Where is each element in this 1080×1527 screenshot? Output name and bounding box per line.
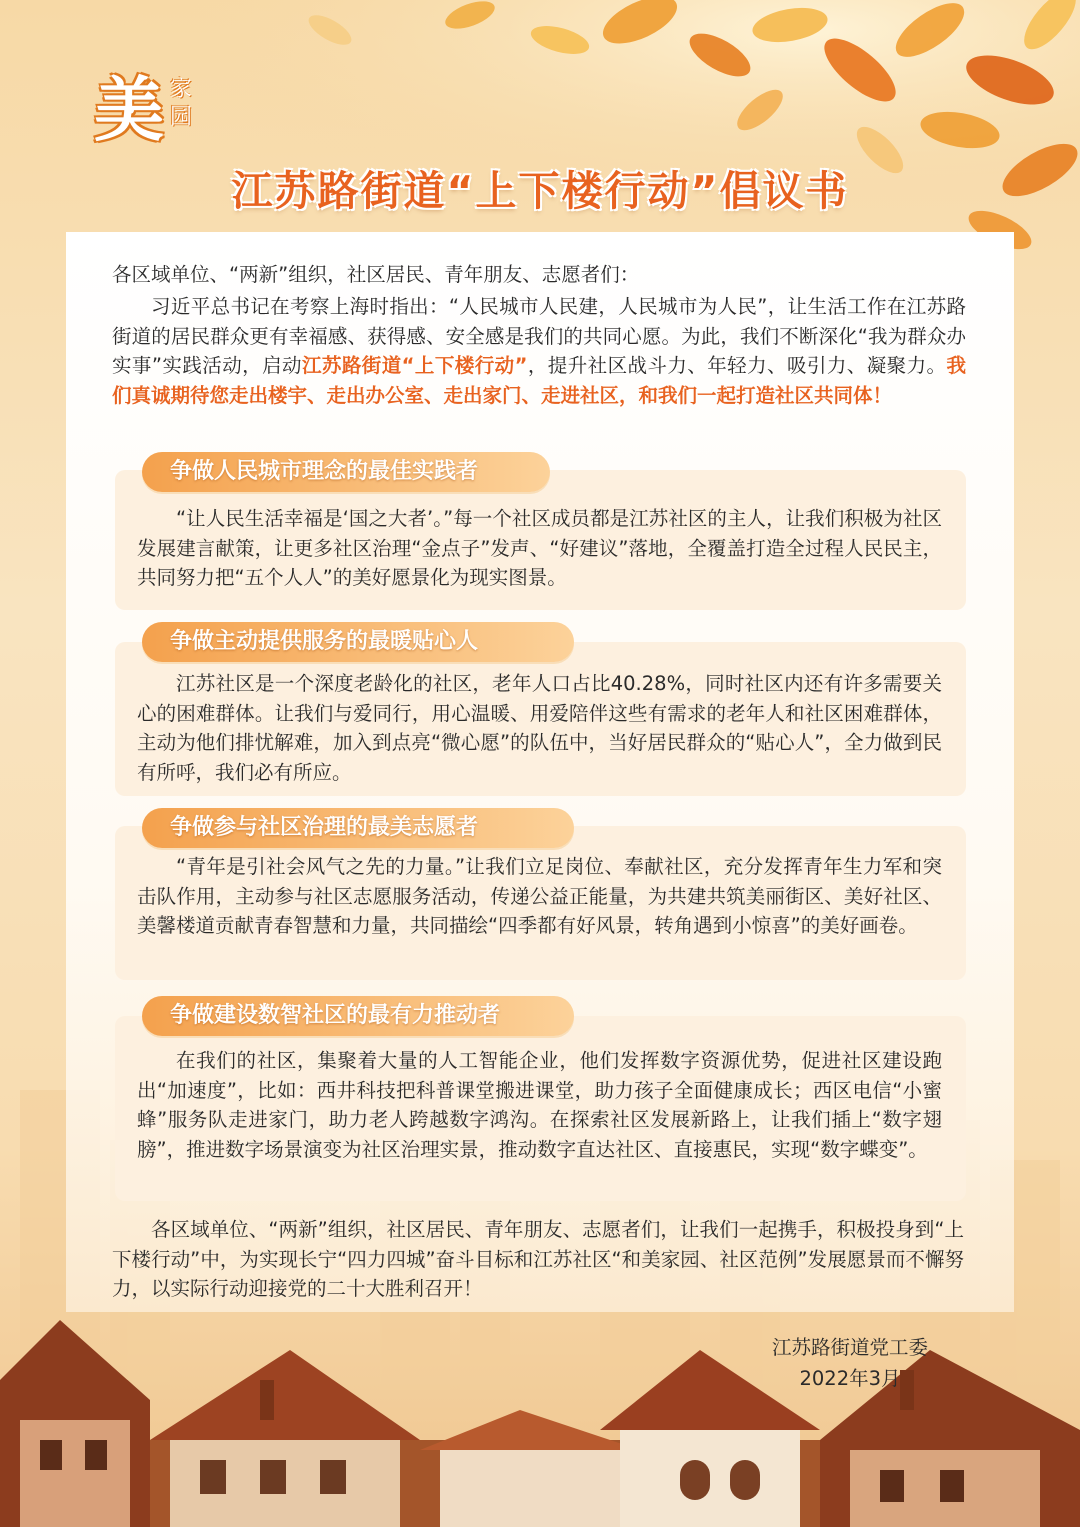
section-box-2 (115, 642, 966, 796)
logo-sub-chars: 家园 (170, 77, 193, 130)
section-title-1: 争做人民城市理念的最佳实践者 (142, 452, 550, 492)
section-title-2: 争做主动提供服务的最暖贴心人 (142, 622, 574, 662)
page-title: 江苏路街道“上下楼行动”倡议书 (231, 167, 849, 215)
greeting: 各区域单位、“两新”组织，社区居民、青年朋友、志愿者们： (112, 263, 640, 286)
section-body-2: 江苏社区是一个深度老龄化的社区，老年人口占比40.28%，同时社区内还有许多需要关心的困难群体。让我们与爱同行，用心温暖、用爱陪伴这些有需求的老年人和社区困难群体，主动为他们排忧解难，加入到点亮“微心愿”的队伍中，当好居民群众的“贴心人”，全力做到民有所呼，我们必有所应。 (137, 672, 942, 784)
section-box-4 (115, 1016, 966, 1201)
intro-text-2: ，提升社区战斗力、年轻力、吸引力、凝聚力。 (527, 354, 947, 377)
section-box-3 (115, 826, 966, 980)
section-body-1: “让人民生活幸福是‘国之大者’。”每一个社区成员都是江苏社区的主人，让我们积极为社区发展建言献策，让更多社区治理“金点子”发声、“好建议”落地，全覆盖打造全过程人民民主，共同努力把“五个人人”的美好愿景化为现实图景。 (137, 507, 942, 589)
closing-paragraph: 各区域单位、“两新”组织，社区居民、青年朋友、志愿者们，让我们一起携手，积极投身到“上下楼行动”中，为实现长宁“四力四城”奋斗目标和江苏社区“和美家园、社区范例”发展愿景而不懈努力，以实际行动迎接党的二十大胜利召开！ (112, 1218, 964, 1300)
intro-paragraph (112, 292, 966, 410)
section-body-4: 在我们的社区，集聚着大量的人工智能企业，他们发挥数字资源优势，促进社区建设跑出“加速度”，比如：西井科技把科普课堂搬进课堂，助力孩子全面健康成长；西区电信“小蜜蜂”服务队走进家门，助力老人跨越数字鸿沟。在探索社区发展新路上，让我们插上“数字翅膀”，推进数字场景演变为社区治理实景，推动数字直达社区、直接惠民，实现“数字蝶变”。 (137, 1049, 942, 1161)
logo (90, 62, 200, 162)
section-title-3: 争做参与社区治理的最美志愿者 (142, 808, 574, 848)
section-title-4: 争做建设数智社区的最有力推动者 (142, 996, 574, 1036)
intro-text-1: 习近平总书记在考察上海时指出：“人民城市人民建，人民城市为人民”，让生活工作在江苏路街道的居民群众更有幸福感、获得感、安全感是我们的共同心愿。为此，我们不断深化“我为群众办实事”实践活动，启动 (112, 295, 966, 377)
section-body-3: “青年是引社会风气之先的力量。”让我们立足岗位、奉献社区，充分发挥青年生力军和突击队作用，主动参与社区志愿服务活动，传递公益正能量，为共建共筑美丽街区、美好社区、美馨楼道贡献青春智慧和力量，共同描绘“四季都有好风景，转角遇到小惊喜”的美好画卷。 (137, 855, 942, 937)
signoff (740, 1332, 960, 1394)
logo-main-char: 美 (94, 68, 164, 151)
intro-highlight-2: 我们真诚期待您走出楼宇、走出办公室、走出家门、走进社区，和我们一起打造社区共同体！ (112, 354, 966, 407)
intro-highlight-1: 江苏路街道“上下楼行动” (301, 354, 528, 377)
signoff-date: 2022年3月 (799, 1367, 901, 1390)
signoff-org: 江苏路街道党工委 (771, 1336, 928, 1359)
